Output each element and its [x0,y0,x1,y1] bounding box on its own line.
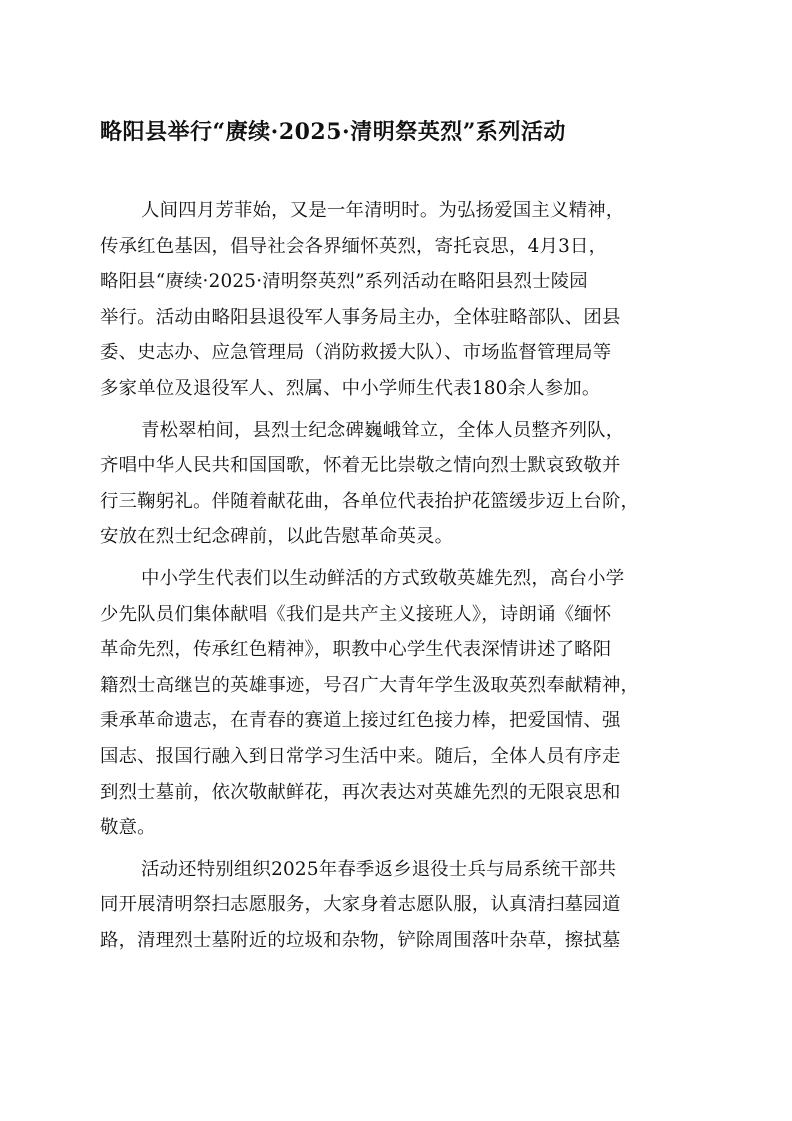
paragraph-line: 中小学生代表们以生动鲜活的方式致敬英雄先烈，高台小学 [141,567,625,589]
paragraph-line: 到烈士墓前，依次敬献鲜花，再次表达对英雄先烈的无限哀思和 [100,781,621,803]
paragraph-line: 同开展清明祭扫志愿服务，大家身着志愿队服，认真清扫墓园道 [100,894,621,916]
paragraph-line: 秉承革命遗志，在青春的赛道上接过红色接力棒，把爱国情、强 [100,710,621,732]
paragraph-line: 活动还特别组织2025年春季返乡退役士兵与局系统干部共 [141,858,617,880]
document-title: 略阳县举行“赓续·2025·清明祭英烈”系列活动 [100,119,566,145]
paragraph-line: 革命先烈，传承红色精神》，职教中心学生代表深情讲述了略阳 [100,639,612,661]
paragraph-line: 行三鞠躬礼。伴随着献花曲，各单位代表抬护花篮缓步迈上台阶， [100,490,640,512]
paragraph-line: 敬意。 [100,817,156,839]
paragraph-3 [100,561,694,846]
paragraph-line: 人间四月芳菲始，又是一年清明时。为弘扬爱国主义精神， [141,200,625,221]
paragraph-line: 少先队员们集体献唱《我们是共产主义接班人》，诗朗诵《缅怀 [100,603,612,625]
paragraph-line: 路，清理烈士墓附近的垃圾和杂物，铲除周围落叶杂草，擦拭墓 [100,929,621,951]
paragraph-4 [100,852,694,959]
paragraph-line: 传承红色基因，倡导社会各界缅怀英烈，寄托哀思，4月3日， [100,235,608,257]
paragraph-line: 安放在烈士纪念碑前，以此告慰革命英灵。 [100,526,454,548]
paragraph-line: 国志、报国行融入到日常学习生活中来。随后，全体人员有序走 [100,745,621,767]
paragraph-line: 委、史志办、应急管理局（消防救援大队）、市场监督管理局等 [100,342,612,364]
paragraph-1 [100,193,694,407]
paragraph-line: 籍烈士高继岂的英雄事迹，号召广大青年学生汲取英烈奉献精神， [100,674,640,696]
paragraph-line: 多家单位及退役军人、烈属、中小学师生代表180余人参加。 [100,377,601,399]
paragraph-2 [100,413,694,555]
document-body [100,193,694,958]
paragraph-line: 略阳县“赓续·2025·清明祭英烈”系列活动在略阳县烈士陵园 [100,271,588,293]
paragraph-line: 齐唱中华人民共和国国歌，怀着无比崇敬之情向烈士默哀致敬并 [100,455,621,477]
paragraph-line: 青松翠柏间，县烈士纪念碑巍峨耸立，全体人员整齐列队， [141,419,625,441]
paragraph-line: 举行。活动由略阳县退役军人事务局主办，全体驻略部队、团县 [100,306,621,328]
